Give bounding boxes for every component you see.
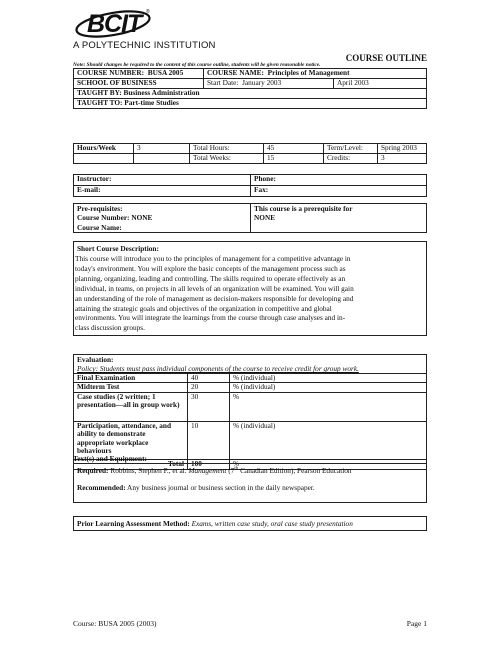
eval-total-label: Total	[74, 459, 188, 469]
eval-note: % (individual)	[230, 374, 427, 383]
evaluation-policy: Policy: Students must pass individual components of the course to receive credit for group work.	[77, 364, 359, 374]
start-date-cell: Start Date: January 2003	[204, 79, 334, 89]
eval-total-note: %	[230, 459, 427, 469]
texts-title: Text(s) and Equipment:	[73, 454, 147, 463]
credits-label: Credits:	[324, 154, 378, 164]
footer-page-number: Page 1	[406, 619, 427, 628]
eval-weight: 10	[188, 421, 230, 459]
svg-text:BCIT: BCIT	[87, 10, 142, 38]
eval-item: Midterm Test	[74, 383, 188, 392]
term-label: Term/Level:	[324, 144, 378, 154]
prerequisites-cell: Pre-requisites: Course Number: NONE Course Name:	[74, 204, 251, 233]
texts-box	[73, 463, 427, 503]
eval-note: %	[230, 392, 427, 421]
credits-value: 3	[378, 154, 427, 164]
term-value: Spring 2003	[378, 144, 427, 154]
eval-total-value: 100	[188, 459, 230, 469]
fax-label: Fax:	[251, 186, 427, 197]
evaluation-title: Evaluation:	[77, 355, 114, 364]
eval-item: Final Examination	[74, 374, 188, 383]
evaluation-header	[73, 354, 427, 373]
total-weeks-value: 15	[264, 154, 324, 164]
svg-text:®: ®	[146, 9, 150, 15]
footer-course: Course: BUSA 2005 (2003)	[73, 619, 157, 628]
end-date-cell: April 2003	[334, 79, 427, 89]
course-description-box	[73, 241, 427, 336]
description-text: This course will introduce you to the principles of management for a competitive advantage in today's environment. You will explore the basic concepts of the management process such as planning, organizing, leading and controlling. The skills required to operate effectively as an individual, in teams, on projects in all levels of an organization will be examined. You will gain an understanding of the role of management as decision-makers responsible for developing and attaining the strategic goals and objectives of the organization in competitive and global environments. You will integrate the learnings from the course through case analyses and in- class discussion groups.	[75, 253, 354, 333]
plar-method: Exams, written case study, oral case study presentation	[189, 519, 353, 528]
contact-table	[73, 174, 427, 197]
required-text: Required: Robbins, Stephen P., et al. Management (7th Canadian Edition), Pearson Education	[77, 466, 352, 475]
course-name-cell: COURSE NAME: Principles of Management	[204, 69, 427, 79]
eval-note: % (individual)	[230, 383, 427, 392]
school-cell: SCHOOL OF BUSINESS	[74, 79, 204, 89]
eval-note: % (individual)	[230, 421, 427, 459]
prerequisite-for-cell: This course is a prerequisite for NONE	[251, 204, 427, 233]
document-title: COURSE OUTLINE	[345, 53, 427, 63]
phone-label: Phone:	[251, 175, 427, 186]
change-notice: Note: Should changes be required to the content of this course outline, students will be given reasonable notice.	[73, 62, 321, 68]
prior-learning-box	[73, 516, 427, 531]
taught-by-cell: TAUGHT BY: Business Administration	[74, 89, 427, 99]
hours-week-value: 3	[134, 144, 190, 154]
plar-label: Prior Learning Assessment Method:	[77, 519, 190, 528]
recommended-text: Recommended: Any business journal or business section in the daily newspaper.	[77, 483, 315, 493]
eval-item: Case studies (2 written; 1 presentation—all in group work)	[74, 392, 188, 421]
total-weeks-label: Total Weeks:	[190, 154, 264, 164]
bcit-logo	[73, 5, 153, 41]
email-label: E-mail:	[74, 186, 251, 197]
course-header-table	[73, 68, 427, 109]
eval-item: Participation, attendance, and ability to demonstrate appropriate workplace behaviours	[74, 421, 188, 459]
total-hours-label: Total Hours:	[190, 144, 264, 154]
description-title: Short Course Description:	[77, 244, 159, 253]
institution-name: A POLYTECHNIC INSTITUTION	[73, 40, 216, 51]
eval-weight: 30	[188, 392, 230, 421]
hours-table	[73, 143, 427, 164]
eval-weight: 20	[188, 383, 230, 392]
hours-week-label: Hours/Week	[74, 144, 134, 154]
instructor-label: Instructor:	[74, 175, 251, 186]
eval-weight: 40	[188, 374, 230, 383]
prerequisites-table	[73, 203, 427, 233]
course-number-cell: COURSE NUMBER: BUSA 2005	[74, 69, 204, 79]
taught-to-cell: TAUGHT TO: Part-time Studies	[74, 99, 427, 109]
total-hours-value: 45	[264, 144, 324, 154]
